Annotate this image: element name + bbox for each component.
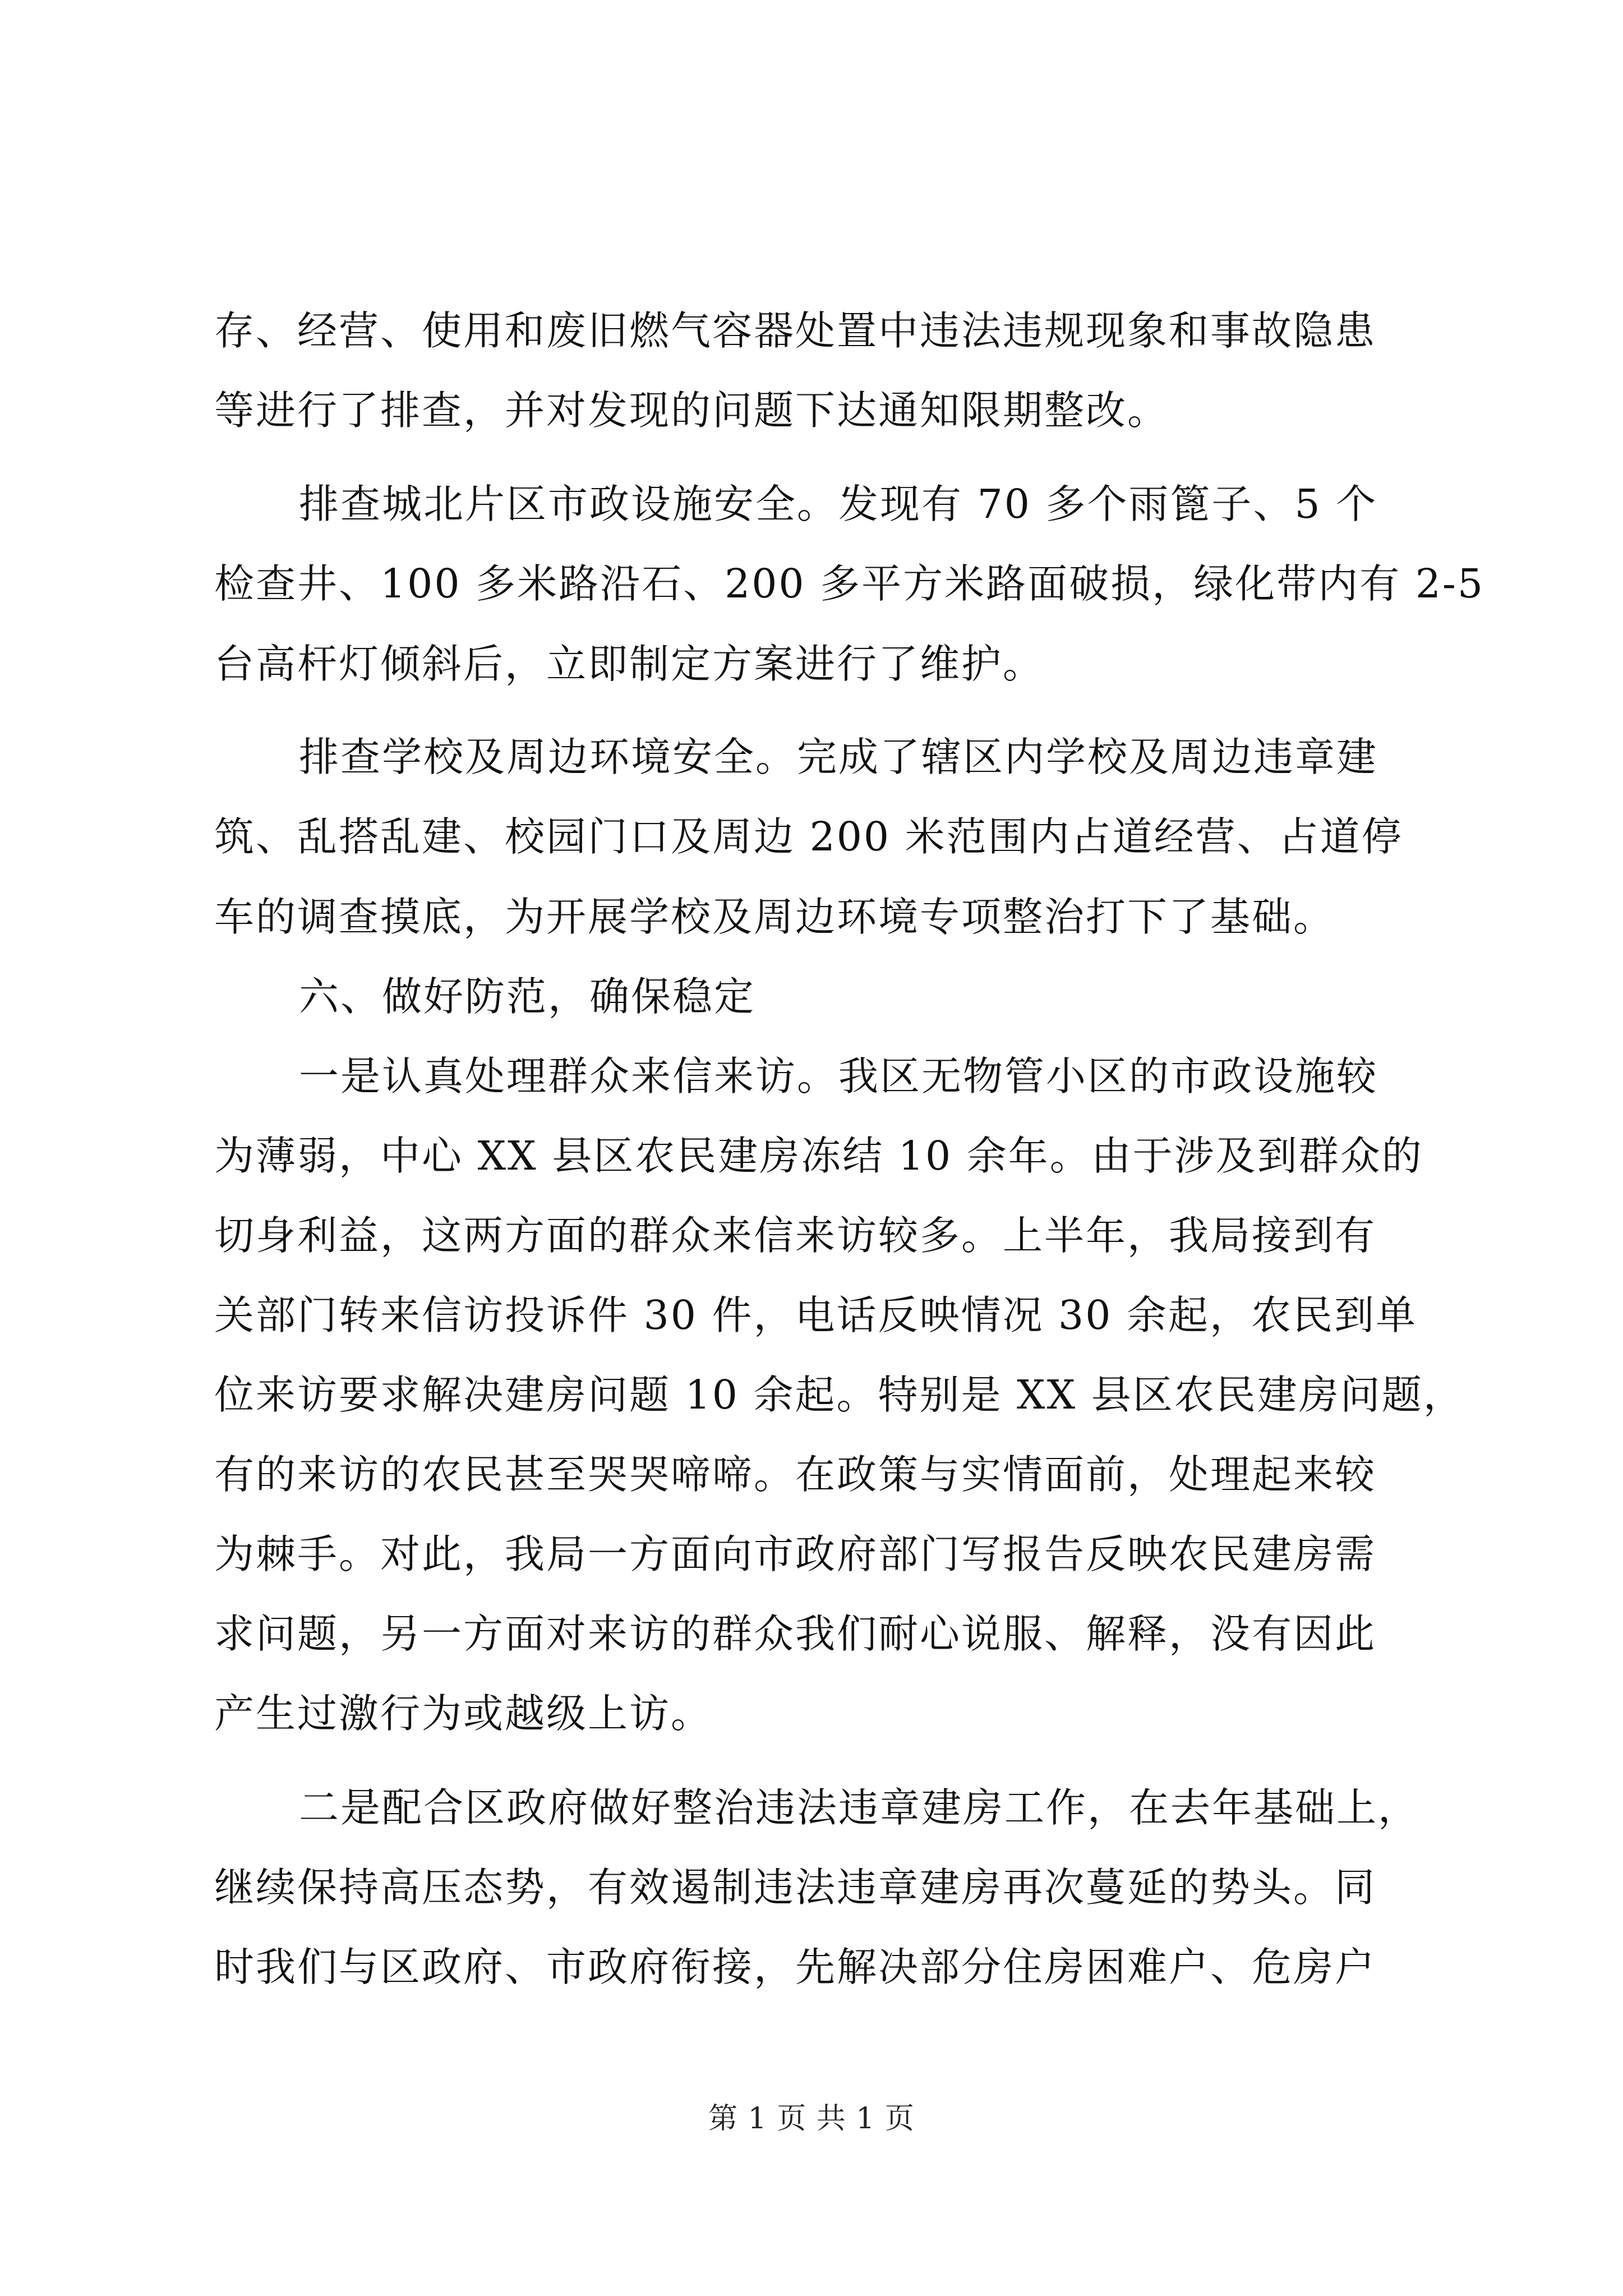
paragraph-start-line: 排查学校及周边环境安全。完成了辖区内学校及周边违章建	[299, 734, 1378, 780]
text-line: 等进行了排查，并对发现的问题下达通知限期整改。	[214, 387, 1169, 434]
text-line: 为薄弱，中心 XX 县区农民建房冻结 10 余年。由于涉及到群众的	[214, 1133, 1423, 1179]
text-line: 有的来访的农民甚至哭哭啼啼。在政策与实情面前，处理起来较	[214, 1451, 1377, 1498]
paragraph-start-line: 一是认真处理群众来信来访。我区无物管小区的市政设施较	[299, 1053, 1378, 1099]
text-line: 时我们与区政府、市政府衔接，先解决部分住房困难户、危房户	[214, 1944, 1377, 1990]
text-line: 为棘手。对此，我局一方面向市政府部门写报告反映农民建房需	[214, 1531, 1377, 1577]
text-line: 车的调查摸底，为开展学校及周边环境专项整治打下了基础。	[214, 894, 1335, 940]
text-line: 筑、乱搭乱建、校园门口及周边 200 米范围内占道经营、占道停	[214, 813, 1403, 860]
text-line: 切身利益，这两方面的群众来信来访较多。上半年，我局接到有	[214, 1212, 1377, 1259]
paragraph-start-line: 二是配合区政府做好整治违法违章建房工作，在去年基础上，	[299, 1784, 1420, 1831]
page-number-footer: 第 1 页 共 1 页	[708, 2102, 915, 2136]
section-heading: 六、做好防范，确保稳定	[299, 973, 756, 1020]
text-line: 求问题，另一方面对来访的群众我们耐心说服、解释，没有因此	[214, 1611, 1377, 1657]
text-line: 产生过激行为或越级上访。	[214, 1690, 713, 1737]
text-line: 检查井、100 多米路沿石、200 多平方米路面破损，绿化带内有 2-5	[214, 560, 1485, 607]
text-line: 台高杆灯倾斜后，立即制定方案进行了维护。	[214, 641, 1045, 687]
text-line: 关部门转来信访投诉件 30 件，电话反映情况 30 余起，农民到单	[214, 1292, 1417, 1338]
text-line: 位来访要求解决建房问题 10 余起。特别是 XX 县区农民建房问题，	[214, 1372, 1465, 1418]
paragraph-start-line: 排查城北片区市政设施安全。发现有 70 多个雨篦子、5 个	[299, 481, 1378, 527]
text-line: 存、经营、使用和废旧燃气容器处置中违法违规现象和事故隐患	[214, 307, 1377, 354]
text-line: 继续保持高压态势，有效遏制违法违章建房再次蔓延的势头。同	[214, 1864, 1377, 1911]
